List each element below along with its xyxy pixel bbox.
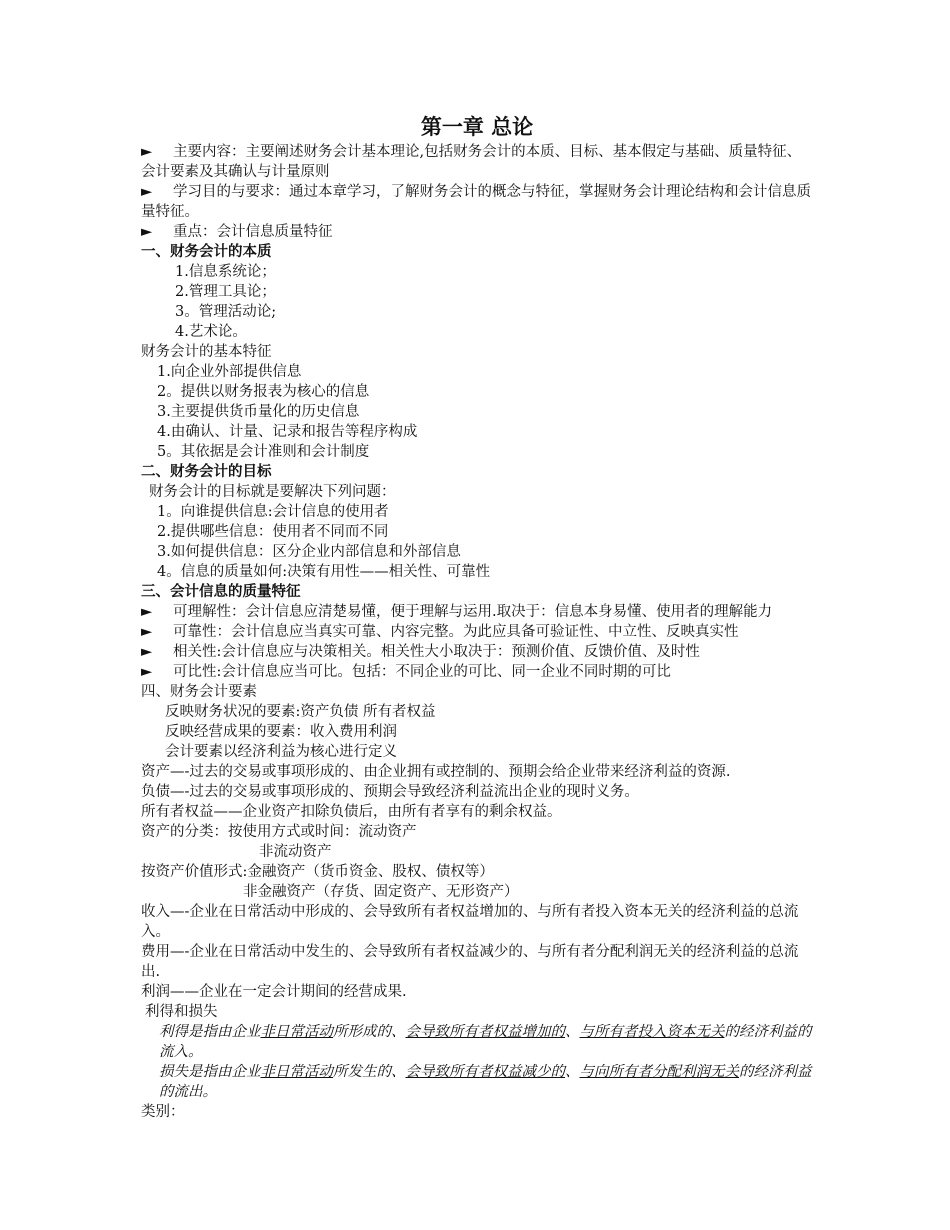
underlined-text: 非日常活动 xyxy=(260,1024,333,1040)
document-page xyxy=(141,112,813,1122)
list-item: 5。其依据是会计准则和会计制度 xyxy=(157,444,370,460)
feature-heading: 财务会计的基本特征 xyxy=(141,344,272,360)
gain-definition xyxy=(141,1022,813,1062)
section-1-heading: 一、财务会计的本质 xyxy=(141,244,272,260)
section-2-heading: 二、财务会计的目标 xyxy=(141,464,272,480)
category-label: 类别： xyxy=(141,1104,185,1120)
underlined-text: 会导致所有者权益减少的 xyxy=(405,1064,565,1080)
list-item: 3。管理活动论; xyxy=(175,304,277,320)
text: 所发生的、 xyxy=(333,1064,406,1080)
intro-content: ► 主要内容：主要阐述财务会计基本理论,包括财务会计的本质、目标、基本假定与基础、质量特征、会计要素及其确认与计量原则 xyxy=(141,142,813,182)
intro-goal: ► 学习目的与要求：通过本章学习，了解财务会计的概念与特征，掌握财务会计理论结构和会计信息质量特征。 xyxy=(141,182,813,222)
chapter-title: 第一章 总论 xyxy=(420,115,534,139)
bullet-item: ► 可靠性：会计信息应当真实可靠、内容完整。为此应具备可验证性、中立性、反映真实性 xyxy=(141,622,813,642)
list-item: 2.管理工具论； xyxy=(175,284,276,300)
list-item: 1.信息系统论； xyxy=(175,264,276,280)
section-4-heading: 四、财务会计要素 xyxy=(141,684,257,700)
text: 损失是指由企业 xyxy=(159,1064,261,1080)
text-line: 反映经营成果的要素：收入费用利润 xyxy=(165,724,397,740)
equity-definition: 所有者权益——企业资产扣除负债后，由所有者享有的剩余权益。 xyxy=(141,804,562,820)
underlined-text: 与向所有者分配利润无关 xyxy=(579,1064,739,1080)
list-item: 1。向谁提供信息:会计信息的使用者 xyxy=(157,504,389,520)
list-item: 4。信息的质量如何:决策有用性——相关性、可靠性 xyxy=(157,564,491,580)
asset-class-1b: 非流动资产 xyxy=(259,844,332,860)
asset-definition: 资产—-过去的交易或事项形成的、由企业拥有或控制的、预期会给企业带来经济利益的资源. xyxy=(141,764,731,780)
liability-definition: 负债—-过去的交易或事项形成的、预期会导致经济利益流出企业的现时义务。 xyxy=(141,784,639,800)
text: 所形成的、 xyxy=(333,1024,406,1040)
list-item: 2.提供哪些信息：使用者不同而不同 xyxy=(157,524,389,540)
gain-loss-heading: 利得和损失 xyxy=(145,1004,218,1020)
expense-definition: 费用—-企业在日常活动中发生的、会导致所有者权益减少的、与所有者分配利润无关的经济利益的总流出. xyxy=(141,944,799,980)
asset-class-2: 按资产价值形式:金融资产（货币资金、股权、债权等） xyxy=(141,864,494,880)
bullet-item: ► 可比性:会计信息应当可比。包括：不同企业的可比、同一企业不同时期的可比 xyxy=(141,662,813,682)
list-item: 2。提供以财务报表为核心的信息 xyxy=(157,384,370,400)
underlined-text: 非日常活动 xyxy=(260,1064,333,1080)
bullet-item: ► 相关性:会计信息应与决策相关。相关性大小取决于：预测价值、反馈价值、及时性 xyxy=(141,642,813,662)
underlined-text: 会导致所有者权益增加的 xyxy=(405,1024,565,1040)
section-2-lead: 财务会计的目标就是要解决下列问题： xyxy=(149,484,396,500)
list-item: 4.由确认、计量、记录和报告等程序构成 xyxy=(157,424,418,440)
list-item: 3.主要提供货币量化的历史信息 xyxy=(157,404,360,420)
text-line: 反映财务状况的要素:资产负债 所有者权益 xyxy=(165,704,436,720)
asset-class-2b: 非金融资产（存货、固定资产、无形资产） xyxy=(243,884,519,900)
loss-definition xyxy=(141,1062,813,1102)
text: 的经济利益的流入。 xyxy=(159,1024,812,1060)
text: 利得是指由企业 xyxy=(159,1024,261,1040)
bullet-item: ► 可理解性：会计信息应清楚易懂，便于理解与运用.取决于：信息本身易懂、使用者的理解能力 xyxy=(141,602,813,622)
intro-focus: ► 重点：会计信息质量特征 xyxy=(141,222,813,242)
list-item: 1.向企业外部提供信息 xyxy=(157,364,302,380)
income-definition: 收入—-企业在日常活动中形成的、会导致所有者权益增加的、与所有者投入资本无关的经济利益的总流入。 xyxy=(141,904,799,940)
text: 、 xyxy=(565,1064,580,1080)
section-3-heading: 三、会计信息的质量特征 xyxy=(141,584,301,600)
asset-class-1: 资产的分类：按使用方式或时间：流动资产 xyxy=(141,824,417,840)
profit-definition: 利润——企业在一定会计期间的经营成果. xyxy=(141,984,407,1000)
list-item: 3.如何提供信息：区分企业内部信息和外部信息 xyxy=(157,544,461,560)
text: 、 xyxy=(565,1024,580,1040)
list-item: 4.艺术论。 xyxy=(175,324,247,340)
text-line: 会计要素以经济利益为核心进行定义 xyxy=(165,744,397,760)
text: 的经济利益的流出。 xyxy=(159,1064,812,1100)
underlined-text: 与所有者投入资本无关 xyxy=(579,1024,725,1040)
